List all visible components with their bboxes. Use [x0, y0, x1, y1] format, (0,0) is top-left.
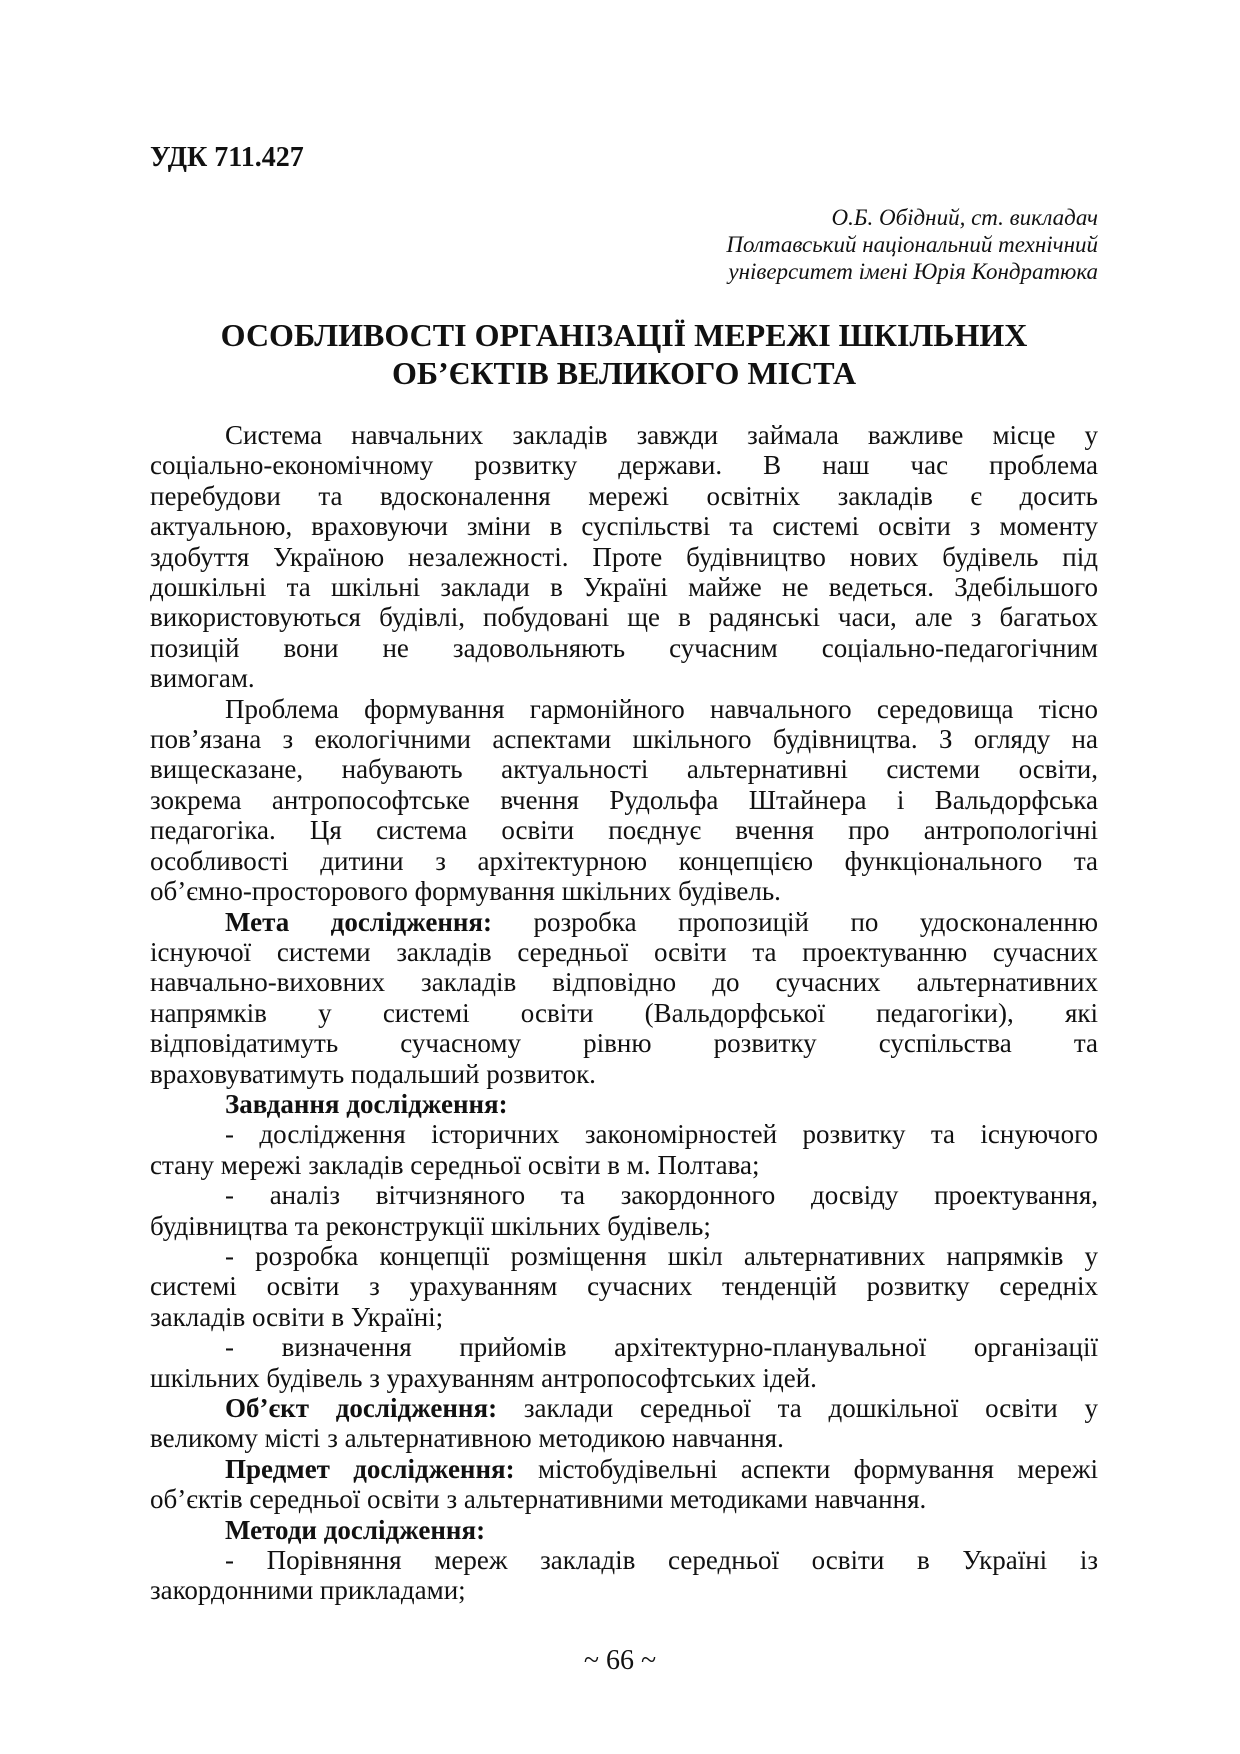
author-organization: університет імені Юрія Кондратюка — [728, 259, 1098, 284]
text-line: вимогам. — [150, 663, 255, 694]
text-line: враховуватимуть подальший розвиток. — [150, 1058, 596, 1089]
text-line: Система навчальних закладів завжди займала важливе місце у — [225, 420, 1098, 450]
task-item — [150, 1241, 1098, 1332]
text-line: позицій вони не задовольняють сучасним соціально-педагогічним — [150, 632, 1098, 663]
text-line — [150, 1089, 1098, 1119]
line-text: заклади середньої та дошкільної освіти у — [497, 1393, 1098, 1423]
text-line: відповідатимуть сучасному рівню розвитку суспільства та — [150, 1028, 1098, 1059]
text-line: - дослідження історичних закономірностей розвитку та існуючого — [225, 1119, 1098, 1150]
goal-paragraph — [150, 907, 1098, 1089]
text-line: закладів освіти в Україні; — [150, 1301, 444, 1332]
line-text: містобудівельні аспекти формування мережі — [514, 1453, 1099, 1484]
text-line — [150, 907, 1098, 937]
text-line: системі освіти з урахуванням сучасних тенденцій розвитку середніх — [150, 1271, 1098, 1302]
bold-label: Об’єкт дослідження: — [225, 1393, 498, 1423]
article-body — [150, 420, 1098, 1606]
text-line: напрямків у системі освіти (Вальдорфської педагогіки), які — [150, 997, 1098, 1028]
author-block — [726, 204, 1098, 285]
text-line: існуючої системи закладів середньої освіти та проектуванню сучасних — [150, 936, 1098, 967]
text-line: здобуття Україною незалежності. Проте будівництво нових будівель під — [150, 541, 1098, 572]
intro-paragraph — [150, 420, 1098, 694]
udk-code: УДК 711.427 — [150, 142, 304, 173]
text-line: пов’язана з екологічними аспектами шкільного будівництва. З огляду на — [150, 724, 1098, 755]
text-line: педагогіка. Ця система освіти поєднує вчення про антропологічні — [150, 815, 1098, 846]
text-line: навчально-виховних закладів відповідно до сучасних альтернативних — [150, 967, 1098, 998]
text-line: перебудови та вдосконалення мережі освітніх закладів є досить — [150, 480, 1098, 511]
task-item — [150, 1119, 1098, 1180]
text-line — [150, 1515, 1098, 1545]
subject-paragraph — [150, 1454, 1098, 1515]
article-title — [150, 316, 1098, 392]
text-line: - аналіз вітчизняного та закордонного досвіду проектування, — [225, 1180, 1098, 1211]
text-line: об’ємно-просторового формування шкільних будівель. — [150, 876, 781, 907]
text-line: стану мережі закладів середньої освіти в м. Полтава; — [150, 1149, 760, 1180]
task-item — [150, 1332, 1098, 1393]
text-line: будівництва та реконструкції шкільних будівель; — [150, 1210, 711, 1241]
author-organization: Полтавський національний технічний — [726, 232, 1098, 257]
text-line: актуальною, враховуючи зміни в суспільстві та системі освіти з моменту — [150, 511, 1098, 542]
text-line: - визначення прийомів архітектурно-планувальної організації — [225, 1332, 1098, 1363]
methods-heading — [150, 1515, 1098, 1545]
text-line: використовуються будівлі, побудовані ще в радянські часи, але з багатьох — [150, 602, 1098, 633]
text-line: вищесказане, набувають актуальності альтернативні системи освіти, — [150, 754, 1098, 785]
line-text: розробка пропозицій по удосконаленню — [492, 906, 1098, 937]
text-line: дошкільні та шкільні заклади в Україні майже не ведеться. Здебільшого — [150, 572, 1098, 603]
text-line: великому місті з альтернативною методикою навчання. — [150, 1423, 784, 1454]
author-name: О.Б. Обідний, ст. викладач — [831, 205, 1098, 230]
text-line — [150, 1454, 1098, 1484]
text-line: закордонними прикладами; — [150, 1575, 466, 1606]
text-line: зокрема антропософтське вчення Рудольфа Штайнера і Вальдорфська — [150, 784, 1098, 815]
page-number: ~ 66 ~ — [583, 1645, 657, 1676]
text-line: шкільних будівель з урахуванням антропософтських ідей. — [150, 1362, 817, 1393]
method-item — [150, 1545, 1098, 1606]
title-line: ОСОБЛИВОСТІ ОРГАНІЗАЦІЇ МЕРЕЖІ ШКІЛЬНИХ — [220, 317, 1028, 353]
tasks-heading — [150, 1089, 1098, 1119]
text-line: особливості дитини з архітектурною концепцією функціонального та — [150, 845, 1098, 876]
text-line: - розробка концепції розміщення шкіл альтернативних напрямків у — [225, 1240, 1098, 1271]
title-line: ОБ’ЄКТІВ ВЕЛИКОГО МІСТА — [391, 355, 857, 391]
bold-label: Предмет дослідження: — [225, 1453, 515, 1484]
text-line — [150, 1393, 1098, 1423]
object-paragraph — [150, 1393, 1098, 1454]
task-item — [150, 1180, 1098, 1241]
bold-label: Завдання дослідження: — [225, 1088, 508, 1119]
bold-label: Мета дослідження: — [225, 906, 493, 937]
problem-paragraph — [150, 694, 1098, 907]
text-line: Проблема формування гармонійного навчального середовища тісно — [225, 693, 1098, 724]
text-line: об’єктів середньої освіти з альтернативними методиками навчання. — [150, 1484, 927, 1515]
text-line: соціально-економічному розвитку держави. В наш час проблема — [150, 450, 1098, 481]
text-line: - Порівняння мереж закладів середньої освіти в Україні із — [225, 1545, 1098, 1576]
bold-label: Методи дослідження: — [225, 1514, 486, 1545]
